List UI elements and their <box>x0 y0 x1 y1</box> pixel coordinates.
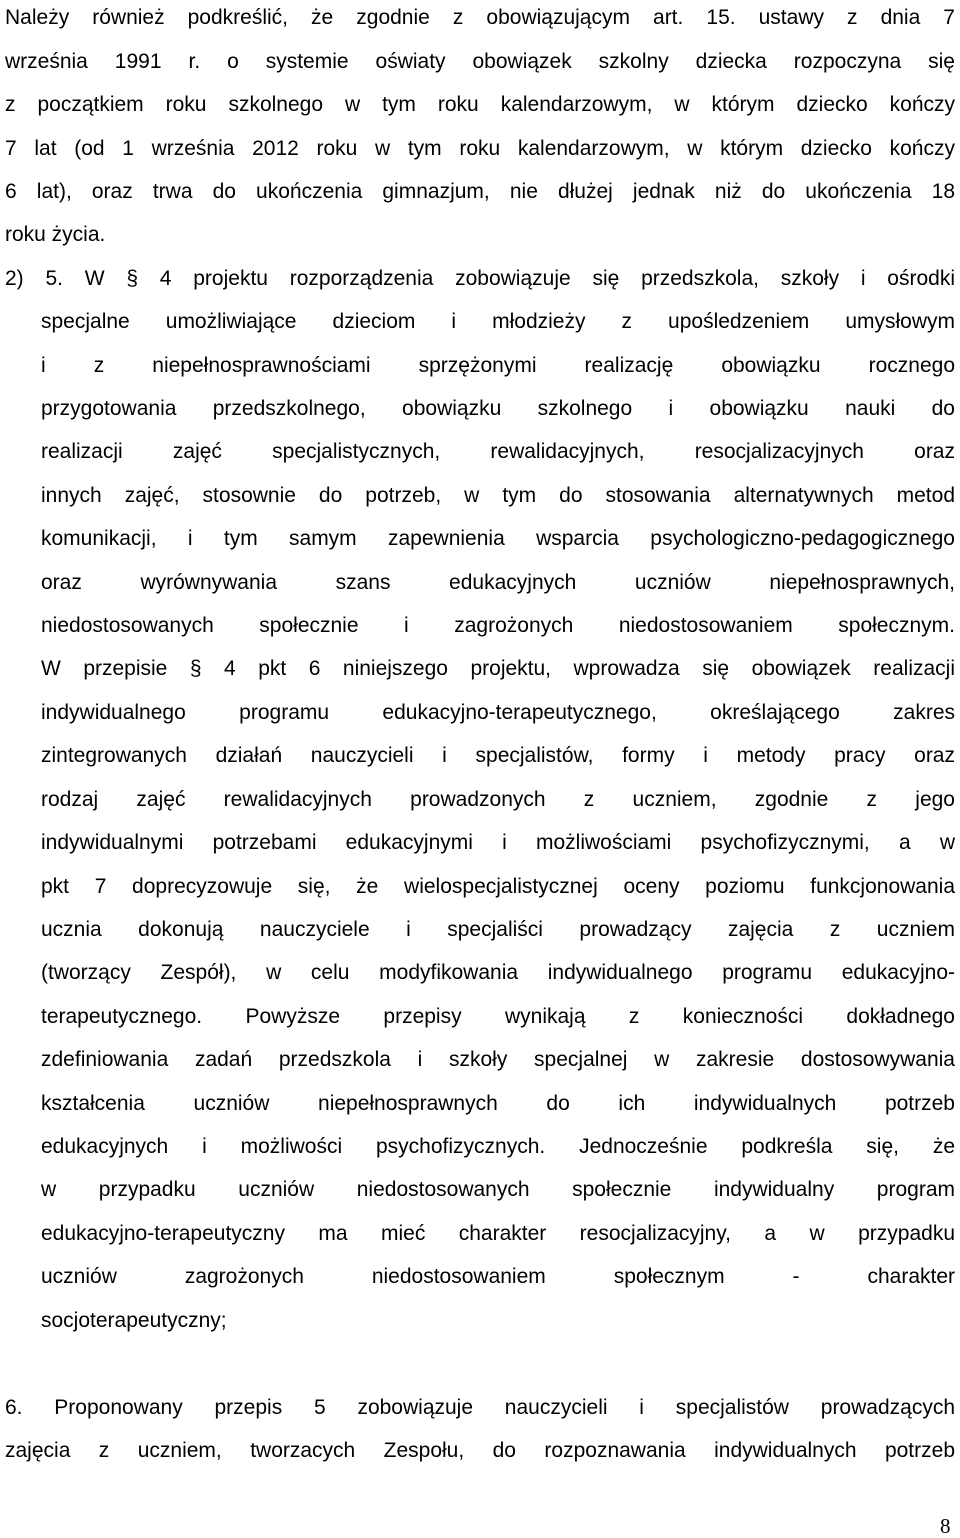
text-line: specjalne umożliwiające dzieciom i młodzieży z upośledzeniem umysłowym <box>41 310 955 333</box>
text-line: 7 lat (od 1 września 2012 roku w tym roku kalendarzowym, w którym dziecko kończy <box>5 137 955 160</box>
text-line: realizacji zajęć specjalistycznych, rewalidacyjnych, resocjalizacyjnych oraz <box>41 440 955 463</box>
text-line: z początkiem roku szkolnego w tym roku kalendarzowym, w którym dziecko kończy <box>5 93 955 116</box>
text-line: W przepisie § 4 pkt 6 niniejszego projektu, wprowadza się obowiązek realizacji <box>41 657 955 680</box>
text-line: przygotowania przedszkolnego, obowiązku szkolnego i obowiązku nauki do <box>41 397 955 420</box>
text-line: niedostosowanych społecznie i zagrożonych niedostosowaniem społecznym. <box>41 614 955 637</box>
text-line: indywidualnego programu edukacyjno-terapeutycznego, określającego zakres <box>41 701 955 724</box>
text-line: zdefiniowania zadań przedszkola i szkoły specjalnej w zakresie dostosowywania <box>41 1048 955 1071</box>
text-line: w przypadku uczniów niedostosowanych społecznie indywidualny program <box>41 1178 955 1201</box>
text-line: (tworzący Zespół), w celu modyfikowania indywidualnego programu edukacyjno- <box>41 961 955 984</box>
text-line: 6. Proponowany przepis 5 zobowiązuje nauczycieli i specjalistów prowadzących <box>5 1396 955 1419</box>
text-line: zintegrowanych działań nauczycieli i specjalistów, formy i metody pracy oraz <box>41 744 955 767</box>
text-line: kształcenia uczniów niepełnosprawnych do ich indywidualnych potrzeb <box>41 1092 955 1115</box>
text-line: Należy również podkreślić, że zgodnie z obowiązującym art. 15. ustawy z dnia 7 <box>5 6 955 29</box>
text-line: edukacyjno-terapeutyczny ma mieć charakter resocjalizacyjny, a w przypadku <box>41 1222 955 1245</box>
text-line: edukacyjnych i możliwości psychofizycznych. Jednocześnie podkreśla się, że <box>41 1135 955 1158</box>
text-line: pkt 7 doprecyzowuje się, że wielospecjalistycznej oceny poziomu funkcjonowania <box>41 875 955 898</box>
text-line: uczniów zagrożonych niedostosowaniem społecznym - charakter <box>41 1265 955 1288</box>
text-line: socjoterapeutyczny; <box>41 1309 227 1332</box>
text-line: oraz wyrównywania szans edukacyjnych uczniów niepełnosprawnych, <box>41 571 955 594</box>
text-line: i z niepełnosprawnościami sprzężonymi realizację obowiązku rocznego <box>41 354 955 377</box>
text-line: innych zajęć, stosownie do potrzeb, w tym do stosowania alternatywnych metod <box>41 484 955 507</box>
text-line: komunikacji, i tym samym zapewnienia wsparcia psychologiczno-pedagogicznego <box>41 527 955 550</box>
text-line: rodzaj zajęć rewalidacyjnych prowadzonych z uczniem, zgodnie z jego <box>41 788 955 811</box>
text-line: roku życia. <box>5 223 106 246</box>
text-line: ucznia dokonują nauczyciele i specjaliści prowadzący zajęcia z uczniem <box>41 918 955 941</box>
page-number: 8 <box>940 1514 951 1538</box>
text-line: terapeutycznego. Powyższe przepisy wynikają z konieczności dokładnego <box>41 1005 955 1028</box>
text-line: 2) 5. W § 4 projektu rozporządzenia zobowiązuje się przedszkola, szkoły i ośrodki <box>5 267 955 290</box>
text-line: indywidualnymi potrzebami edukacyjnymi i możliwościami psychofizycznymi, a w <box>41 831 955 854</box>
text-line: zajęcia z uczniem, tworzacych Zespołu, do rozpoznawania indywidualnych potrzeb <box>5 1439 955 1462</box>
text-line: września 1991 r. o systemie oświaty obowiązek szkolny dziecka rozpoczyna się <box>5 50 955 73</box>
text-line: 6 lat), oraz trwa do ukończenia gimnazjum, nie dłużej jednak niż do ukończenia 18 <box>5 180 955 203</box>
